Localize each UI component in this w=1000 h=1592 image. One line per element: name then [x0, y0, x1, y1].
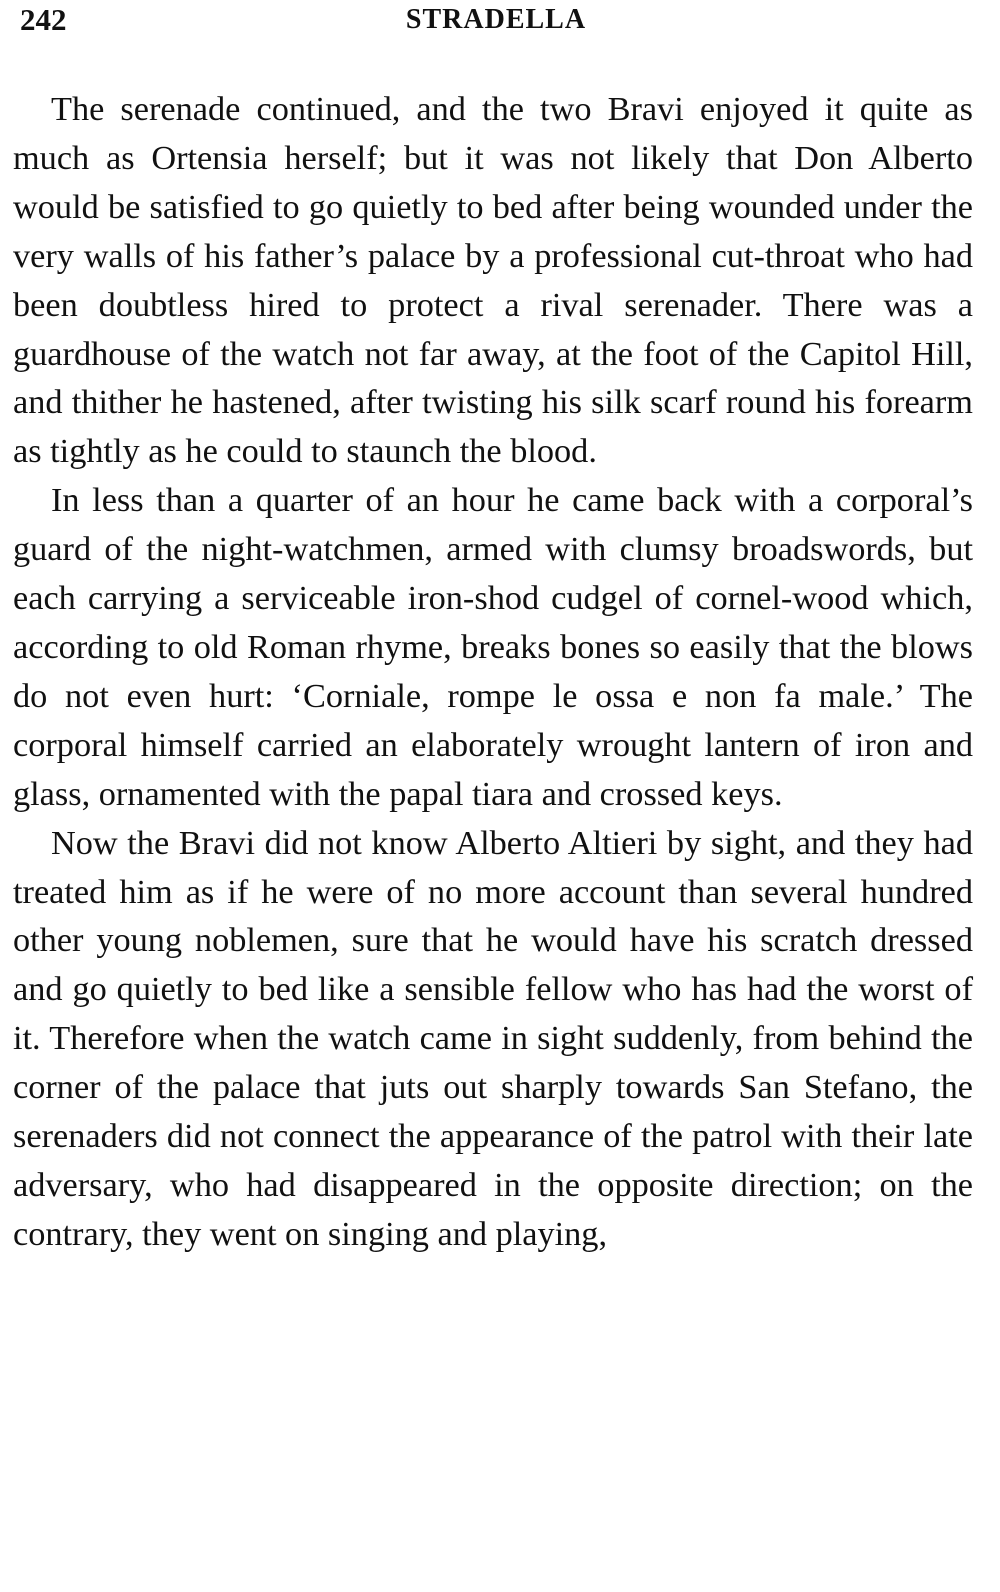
paragraph-1: The serenade continued, and the two Bravi enjoyed it quite as much as Ortensia herself; but it was not likely that Don Alberto would be satisfied to go quietly to bed after being wounded under the very walls of his father’s palace by a professional cut-throat who had been doubtless hired to protect a rival serenader. There was a guardhouse of the watch not far away, at the foot of the Capitol Hill, and thither he hastened, after twisting his silk scarf round his forearm as tightly as he could to staunch the blood. [13, 90, 973, 471]
body-text [13, 85, 973, 1259]
paragraph-2: In less than a quarter of an hour he came back with a corporal’s guard of the night-watchmen, armed with clumsy broadswords, but each carrying a serviceable iron-shod cudgel of cornel-wood which, according to old Roman rhyme, breaks bones so easily that the blows do not even hurt: ‘Corniale, rompe le ossa e non fa male.’ The corporal himself carried an elaborately wrought lantern of iron and glass, ornamented with the papal tiara and crossed keys. [13, 481, 973, 813]
paragraph-3: Now the Bravi did not know Alberto Altieri by sight, and they had treated him as if he were of no more account than several hundred other young noblemen, sure that he would have his scratch dressed and go quietly to bed like a sensible fellow who has had the worst of it. Therefore when the watch came in sight suddenly, from behind the corner of the palace that juts out sharply towards San Stefano, the serenaders did not connect the appearance of the patrol with their late adversary, who had disappeared in the opposite direction; on the contrary, they went on singing and playing, [13, 823, 973, 1253]
page-header [20, 2, 972, 42]
page-number: 242 [20, 2, 67, 37]
running-head: STRADELLA [405, 4, 587, 35]
